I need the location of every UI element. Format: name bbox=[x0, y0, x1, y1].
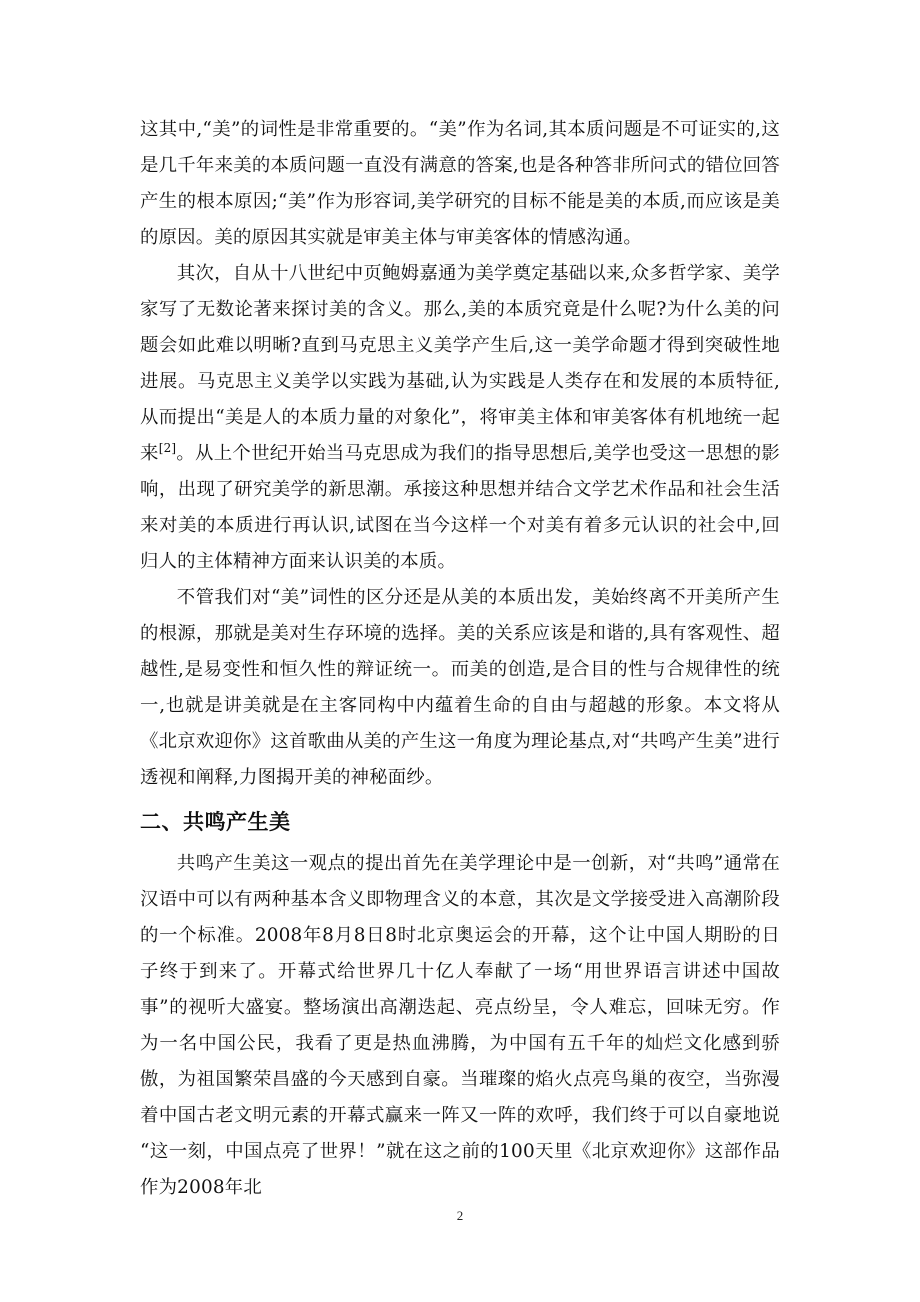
paragraph-2-text-b: 。从上个世纪开始当马克思成为我们的指导思想后,美学也受这一思想的影响，出现了研究美学的新思潮。承接这种思想并结合文学艺术作品和社会生活来对美的本质进行再认识,试图在当今这样一个对美有着多元认识的社会中,回归人的主体精神方面来认识美的本质。 bbox=[140, 443, 781, 572]
citation-reference[interactable]: [2] bbox=[158, 440, 177, 455]
paragraph-2-text-a: 其次，自从十八世纪中页鲍姆嘉通为美学奠定基础以来,众多哲学家、美学家写了无数论著来探讨美的含义。那么,美的本质究竟是什么呢?为什么美的问题会如此难以明晰?直到马克思主义美学产生后,这一美学命题才得到突破性地进展。马克思主义美学以实践为基础,认为实践是人类存在和发展的本质特征,从而提出“美是人的本质力量的对象化”，将审美主体和审美客体有机地统一起来 bbox=[140, 263, 780, 464]
paragraph-4: 共鸣产生美这一观点的提出首先在美学理论中是一创新，对“共鸣”通常在汉语中可以有两种基本含义即物理含义的本意，其次是文学接受进入高潮阶段的一个标准。2008年8月8日8时北京奥运会的开幕，这个让中国人期盼的日子终于到来了。开幕式给世界几十亿人奉献了一场“用世界语言讲述中国故事”的视听大盛宴。整场演出高潮迭起、亮点纷呈，令人难忘，回味无穷。作为一名中国公民，我看了更是热血沸腾，为中国有五千年的灿烂文化感到骄傲，为祖国繁荣昌盛的今天感到自豪。当璀璨的焰火点亮鸟巢的夜空，当弥漫着中国古老文明元素的开幕式赢来一阵又一阵的欢呼，我们终于可以自豪地说 “这一刻，中国点亮了世界！”就在这之前的100天里《北京欢迎你》这部作品作为2008年北 bbox=[140, 853, 780, 1198]
document-body bbox=[140, 112, 780, 1206]
paragraph-3: 不管我们对“美”词性的区分还是从美的本质出发，美始终离不开美所产生的根源，那就是美对生存环境的选择。美的关系应该是和谐的,具有客观性、超越性,是易变性和恒久性的辩证统一。而美的创造,是合目的性与合规律性的统一,也就是讲美就是在主客同构中内蕴着生命的自由与超越的形象。本文将从《北京欢迎你》这首歌曲从美的产生这一角度为理论基点,对“共鸣产生美”进行透视和阐释,力图揭开美的神秘面纱。 bbox=[140, 587, 780, 788]
paragraph-1: 这其中,“美”的词性是非常重要的。“美”作为名词,其本质问题是不可证实的,这是几千年来美的本质问题一直没有满意的答案,也是各种答非所问式的错位回答产生的根本原因;“美”作为形容词,美学研究的目标不能是美的本质,而应该是美的原因。美的原因其实就是审美主体与审美客体的情感沟通。 bbox=[140, 119, 780, 248]
page-number: 2 bbox=[456, 1208, 464, 1223]
section-heading: 二、共鸣产生美 bbox=[140, 810, 291, 834]
paragraph-2 bbox=[140, 256, 780, 580]
